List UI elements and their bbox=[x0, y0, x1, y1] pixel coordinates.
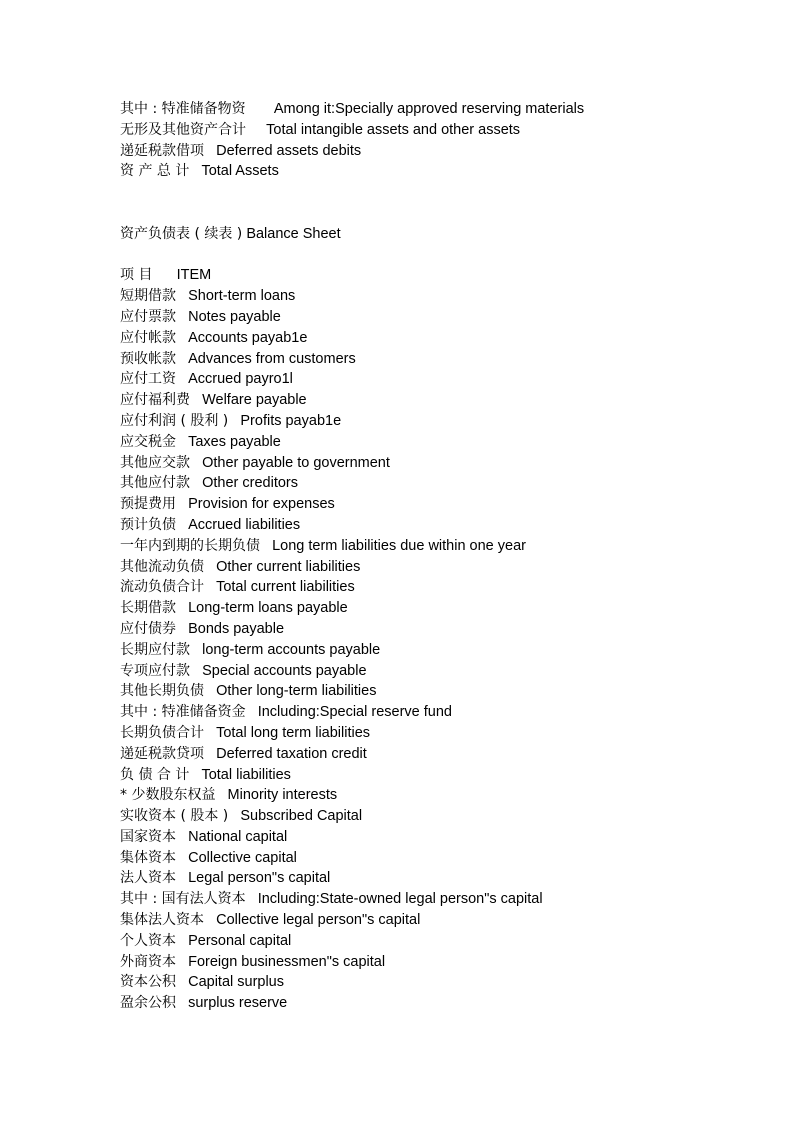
term-english: Foreign businessmen"s capital bbox=[188, 953, 386, 970]
term-english: Special accounts payable bbox=[202, 662, 367, 679]
term-english: Total intangible assets and other assets bbox=[266, 121, 521, 138]
term-separator bbox=[176, 496, 188, 512]
term-chinese: 其他流动负债 bbox=[120, 558, 204, 575]
term-line bbox=[120, 99, 770, 120]
term-separator bbox=[228, 808, 240, 824]
term-separator bbox=[204, 912, 216, 928]
term-chinese: 无形及其他资产合计 bbox=[120, 121, 246, 138]
term-line bbox=[120, 931, 770, 952]
term-chinese: * 少数股东权益 bbox=[120, 787, 216, 804]
term-separator bbox=[215, 787, 227, 803]
term-line bbox=[120, 286, 770, 307]
term-chinese: 应付帐款 bbox=[120, 329, 176, 346]
term-english: Short-term loans bbox=[188, 288, 296, 305]
term-line bbox=[120, 972, 770, 993]
term-separator bbox=[176, 974, 188, 990]
term-chinese: 项 目 bbox=[120, 267, 153, 284]
term-english: Other long-term liabilities bbox=[216, 683, 377, 700]
term-line bbox=[120, 494, 770, 515]
term-chinese: 递延税款贷项 bbox=[120, 745, 204, 762]
term-separator bbox=[204, 559, 216, 575]
term-english: Total long term liabilities bbox=[216, 724, 371, 741]
term-separator bbox=[176, 995, 188, 1011]
section-title-chinese: 资产负债表 ( 续表 ) bbox=[120, 225, 243, 242]
term-separator bbox=[176, 933, 188, 949]
term-line bbox=[120, 827, 770, 848]
term-separator bbox=[204, 683, 216, 699]
term-separator bbox=[176, 434, 188, 450]
term-chinese: 应交税金 bbox=[120, 433, 176, 450]
document-page bbox=[120, 99, 770, 1014]
term-chinese: 集体法人资本 bbox=[120, 912, 204, 929]
term-separator bbox=[176, 330, 188, 346]
term-list bbox=[120, 265, 770, 1014]
term-chinese: 资本公积 bbox=[120, 974, 176, 991]
term-line bbox=[120, 536, 770, 557]
term-separator bbox=[176, 309, 188, 325]
term-line bbox=[120, 952, 770, 973]
term-english: Collective capital bbox=[188, 849, 297, 866]
term-english: Profits payab1e bbox=[240, 412, 342, 429]
term-line bbox=[120, 453, 770, 474]
term-chinese: 应付票款 bbox=[120, 308, 176, 325]
term-line bbox=[120, 785, 770, 806]
term-chinese: 长期借款 bbox=[120, 600, 176, 617]
term-chinese: 流动负债合计 bbox=[120, 579, 204, 596]
term-line bbox=[120, 161, 770, 182]
term-english: Including:Special reserve fund bbox=[257, 704, 452, 721]
term-line bbox=[120, 473, 770, 494]
term-line bbox=[120, 515, 770, 536]
term-chinese: 资 产 总 计 bbox=[120, 163, 190, 180]
term-english: Long-term loans payable bbox=[188, 600, 348, 617]
term-chinese: 盈余公积 bbox=[120, 995, 176, 1012]
term-english: Other payable to government bbox=[202, 454, 390, 471]
term-chinese: 其中 : 特准储备物资 bbox=[120, 101, 246, 117]
term-separator bbox=[204, 579, 216, 595]
term-line bbox=[120, 120, 770, 141]
term-line bbox=[120, 702, 770, 723]
term-line bbox=[120, 765, 770, 786]
term-line bbox=[120, 598, 770, 619]
term-chinese: 其中 : 国有法人资本 bbox=[120, 891, 246, 908]
term-english: surplus reserve bbox=[188, 995, 288, 1012]
term-line bbox=[120, 369, 770, 390]
term-chinese: 长期负债合计 bbox=[120, 724, 204, 741]
term-chinese: 国家资本 bbox=[120, 828, 176, 845]
term-separator bbox=[176, 870, 188, 886]
term-english: National capital bbox=[188, 828, 288, 845]
term-chinese: 预提费用 bbox=[120, 496, 176, 513]
term-english: Taxes payable bbox=[188, 433, 281, 450]
term-chinese: 预计负债 bbox=[120, 516, 176, 533]
term-english: Notes payable bbox=[188, 308, 281, 325]
term-english: Including:State-owned legal person"s capital bbox=[257, 891, 543, 908]
term-chinese: 应付工资 bbox=[120, 371, 176, 388]
term-line bbox=[120, 328, 770, 349]
term-line bbox=[120, 681, 770, 702]
term-chinese: 其中 : 特准储备资金 bbox=[120, 704, 246, 721]
term-english: Total liabilities bbox=[201, 766, 291, 783]
term-english: Welfare payable bbox=[202, 392, 307, 409]
term-english: Deferred taxation credit bbox=[216, 745, 367, 762]
term-chinese: 长期应付款 bbox=[120, 641, 190, 658]
term-chinese: 应付福利费 bbox=[120, 392, 190, 409]
term-line bbox=[120, 307, 770, 328]
term-separator bbox=[176, 371, 188, 387]
term-chinese: 专项应付款 bbox=[120, 662, 190, 679]
term-line bbox=[120, 577, 770, 598]
term-line bbox=[120, 390, 770, 411]
term-english: Personal capital bbox=[188, 932, 292, 949]
term-separator bbox=[176, 954, 188, 970]
term-line bbox=[120, 806, 770, 827]
term-line bbox=[120, 993, 770, 1014]
term-english: Subscribed Capital bbox=[240, 808, 363, 825]
term-separator bbox=[189, 767, 201, 783]
term-english: Total current liabilities bbox=[216, 579, 355, 596]
term-chinese: 个人资本 bbox=[120, 932, 176, 949]
section-title-english: Balance Sheet bbox=[246, 225, 341, 242]
term-line bbox=[120, 910, 770, 931]
term-english: Minority interests bbox=[227, 787, 338, 804]
term-chinese: 其他应交款 bbox=[120, 454, 190, 471]
term-chinese: 一年内到期的长期负债 bbox=[120, 537, 260, 554]
term-line bbox=[120, 723, 770, 744]
term-separator bbox=[176, 517, 188, 533]
term-line bbox=[120, 640, 770, 661]
term-english: Legal person"s capital bbox=[188, 870, 331, 887]
term-english: Accrued payro1l bbox=[188, 371, 293, 388]
term-chinese: 应付利润 ( 股利 ) bbox=[120, 412, 229, 429]
term-line bbox=[120, 848, 770, 869]
term-chinese: 递延税款借项 bbox=[120, 142, 204, 159]
term-separator bbox=[176, 351, 188, 367]
term-line bbox=[120, 432, 770, 453]
term-english: Other current liabilities bbox=[216, 558, 361, 575]
spacer bbox=[120, 182, 770, 224]
term-separator bbox=[204, 746, 216, 762]
term-separator bbox=[176, 600, 188, 616]
term-line bbox=[120, 619, 770, 640]
term-separator bbox=[260, 538, 272, 554]
term-english: Accounts payab1e bbox=[188, 329, 308, 346]
term-chinese: 法人资本 bbox=[120, 870, 176, 887]
spacer bbox=[120, 245, 770, 266]
term-separator bbox=[176, 288, 188, 304]
term-separator bbox=[228, 413, 240, 429]
term-separator bbox=[190, 455, 202, 471]
term-english: Advances from customers bbox=[188, 350, 356, 367]
term-separator bbox=[246, 891, 258, 907]
term-chinese: 其他长期负债 bbox=[120, 683, 204, 700]
term-line bbox=[120, 265, 770, 286]
term-line bbox=[120, 744, 770, 765]
term-english: Bonds payable bbox=[188, 620, 285, 637]
term-chinese: 应付债券 bbox=[120, 620, 176, 637]
term-separator bbox=[190, 392, 202, 408]
term-english: Long term liabilities due within one year bbox=[272, 537, 526, 554]
term-separator bbox=[190, 642, 202, 658]
term-english: ITEM bbox=[176, 267, 212, 284]
term-english: Capital surplus bbox=[188, 974, 285, 991]
term-english: long-term accounts payable bbox=[202, 641, 381, 658]
term-line bbox=[120, 557, 770, 578]
term-separator bbox=[190, 663, 202, 679]
term-chinese: 集体资本 bbox=[120, 849, 176, 866]
term-chinese: 实收资本 ( 股本 ) bbox=[120, 808, 229, 825]
term-english: Collective legal person"s capital bbox=[216, 912, 421, 929]
term-separator bbox=[204, 725, 216, 741]
term-line bbox=[120, 411, 770, 432]
term-chinese: 预收帐款 bbox=[120, 350, 176, 367]
term-english: Among it:Specially approved reserving materials bbox=[273, 101, 585, 117]
term-english: Other creditors bbox=[202, 475, 298, 492]
term-line bbox=[120, 141, 770, 162]
term-separator bbox=[176, 850, 188, 866]
term-english: Provision for expenses bbox=[188, 496, 335, 513]
term-chinese: 负 债 合 计 bbox=[120, 766, 190, 783]
term-line bbox=[120, 349, 770, 370]
term-separator bbox=[176, 621, 188, 637]
term-chinese: 其他应付款 bbox=[120, 475, 190, 492]
term-chinese: 短期借款 bbox=[120, 288, 176, 305]
term-line bbox=[120, 868, 770, 889]
term-english: Total Assets bbox=[201, 163, 279, 180]
term-line bbox=[120, 661, 770, 682]
section-title bbox=[120, 224, 770, 245]
term-chinese: 外商资本 bbox=[120, 953, 176, 970]
term-separator bbox=[246, 704, 258, 720]
term-separator bbox=[152, 267, 176, 283]
term-line bbox=[120, 889, 770, 910]
term-separator bbox=[190, 475, 202, 491]
term-separator bbox=[176, 829, 188, 845]
term-english: Accrued liabilities bbox=[188, 516, 301, 533]
term-english: Deferred assets debits bbox=[216, 142, 362, 159]
